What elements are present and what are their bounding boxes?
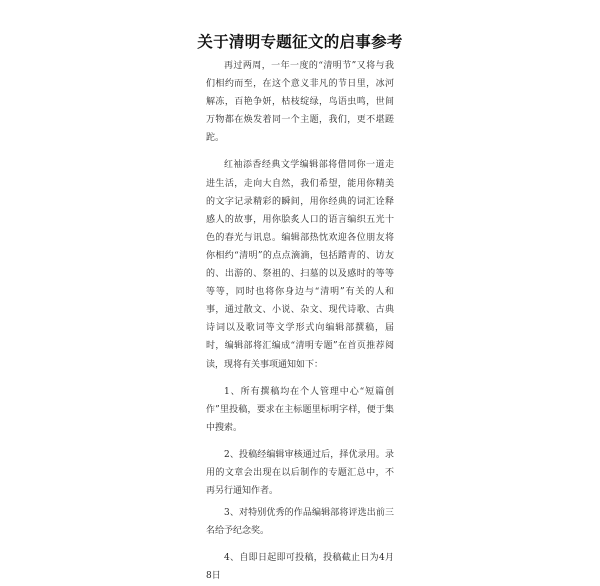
paragraph-item-3: 3、对特别优秀的作品编辑部将评选出前三名给予纪念奖。 <box>206 508 394 537</box>
paragraph-item-2: 2、投稿经编辑审核通过后，择优录用。录用的文章会出现在以后制作的专题汇总中，不再另行通知作者。 <box>206 449 394 497</box>
paragraph-item-4: 4、自即日起即可投稿，投稿截止日为4月8日 <box>206 553 394 582</box>
paragraph-invitation: 红袖添香经典文学编辑部将借同你一道走进生活，走向大自然，我们希望，能用你精美的文字记录精彩的瞬间，用你经典的词汇诠释感人的故事，用你脍炙人口的语言编织五光十色的春光与讯息。编辑部热忱欢迎各位朋友将你相约“清明”的点点滴滴，包括踏青的、访友的、出游的、祭祖的、扫墓的以及感时的等等等等，同时也将你身边与“清明”有关的人和事，通过散文、小说、杂文、现代诗歌、古典诗词以及歌词等文学形式向编辑部撰稿，届时，编辑部将汇编成“清明专题”在首页推荐阅读，现将有关事项通知如下： <box>206 160 394 370</box>
paragraph-intro: 再过两周，一年一度的“清明节”又将与我们相约而至，在这个意义非凡的节日里，冰河解冻，百艳争妍，枯枝绽绿，鸟语虫鸣，世间万物都在焕发着同一个主题，我们，更不堪蹉跎。 <box>206 61 394 144</box>
document-body <box>206 57 394 586</box>
paragraph-item-1: 1、所有撰稿均在个人管理中心“短篇创作”里投稿，要求在主标题里标明字样，便于集中搜索。 <box>206 386 394 433</box>
document-title: 关于清明专题征文的启事参考 <box>197 32 403 51</box>
